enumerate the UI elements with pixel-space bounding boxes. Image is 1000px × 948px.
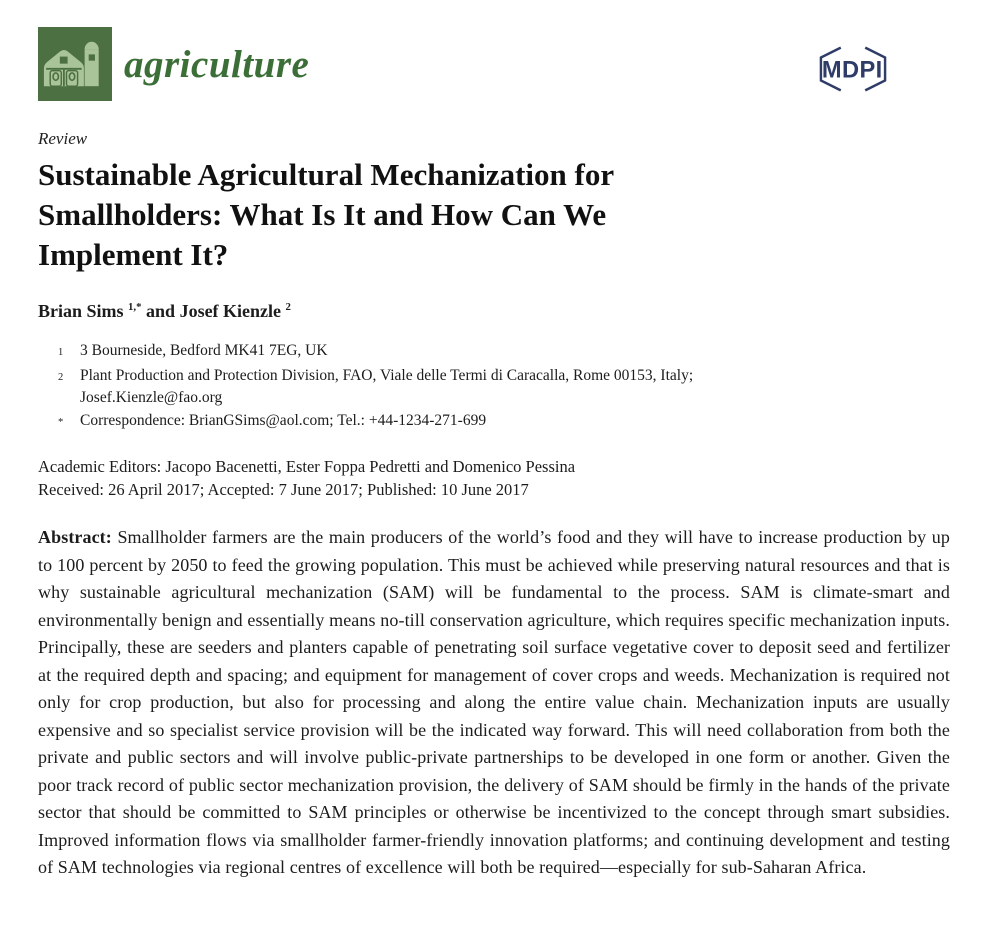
abstract-text: Smallholder farmers are the main producers of the world’s food and they will have to increase production by up to 100 percent by 2050 to feed the growing population. This must be achieved while preserving natural resources and that is why sustainable agricultural mechanization (SAM) will be fundamental to the process. SAM is climate-smart and environmentally benign and essentially means no-till conservation agriculture, which requires specific mechanization inputs. Principally, these are seeders and planters capable of penetrating soil surface vegetative cover to deposit seed and fertilizer at the required depth and spacing; and equipment for management of cover crops and weeds. Mechanization is required not only for crop production, but also for processing and along the entire value chain. Mechanization inputs are usually expensive and so specialist service provision will be the indicated way forward. This will need collaboration from both the private and public sectors and will involve public-private partnerships to be developed in one form or another. Given the poor track record of public sector mechanization provision, the delivery of SAM should be firmly in the hands of the private sector that should be committed to SAM principles or otherwise be incentivized to the concept through smart subsidies. Improved information flows via smallholder farmer-friendly innovation platforms; and continuing development and testing of SAM technologies via regional centres of excellence will both be required—especially for sub-Saharan Africa.	[38, 527, 950, 877]
author-sup-1: 1,*	[128, 301, 142, 313]
affiliation-row	[58, 340, 950, 365]
journal-header	[38, 27, 950, 101]
author-name-1: Brian Sims	[38, 301, 124, 321]
affiliation-marker: 2	[58, 371, 64, 383]
journal-brand	[38, 27, 309, 101]
affiliation-row	[58, 365, 950, 410]
affiliation-text	[80, 365, 950, 410]
author-sup-2: 2	[285, 301, 291, 313]
affiliations-list	[58, 340, 950, 434]
affiliation-email: Josef.Kienzle@fao.org	[80, 389, 223, 406]
correspondence-marker: *	[58, 416, 64, 428]
affiliation-marker: 1	[58, 347, 64, 358]
barn-with-silo-icon	[38, 27, 112, 101]
author-name-2: Josef Kienzle	[179, 301, 282, 321]
mdpi-logo-text: MDPI	[821, 57, 883, 84]
affiliation-text-line1: Plant Production and Protection Division, FAO, Viale delle Termi di Caracalla, Rome 00153, Italy;	[80, 366, 694, 384]
editorial-info	[38, 456, 950, 501]
history-line: Received: 26 April 2017; Accepted: 7 June 2017; Published: 10 June 2017	[38, 479, 529, 499]
mdpi-logo-icon	[811, 40, 895, 98]
authors-line	[38, 301, 950, 322]
article-type-label: Review	[38, 129, 88, 148]
academic-editors-line: Academic Editors: Jacopo Bacenetti, Ester Foppa Pedretti and Domenico Pessina	[38, 457, 576, 476]
authors-joiner: and	[146, 301, 176, 321]
abstract-paragraph	[38, 524, 950, 882]
abstract-label: Abstract:	[38, 527, 112, 547]
affiliation-row	[58, 410, 950, 435]
affiliation-text: 3 Bourneside, Bedford MK41 7EG, UK	[80, 342, 328, 359]
journal-name: agriculture	[124, 42, 310, 86]
article-title: Sustainable Agricultural Mechanization for Smallholders: What Is It and How Can We Implement It?	[38, 157, 614, 272]
correspondence-text: Correspondence: BrianGSims@aol.com; Tel.: +44-1234-271-699	[80, 411, 487, 429]
